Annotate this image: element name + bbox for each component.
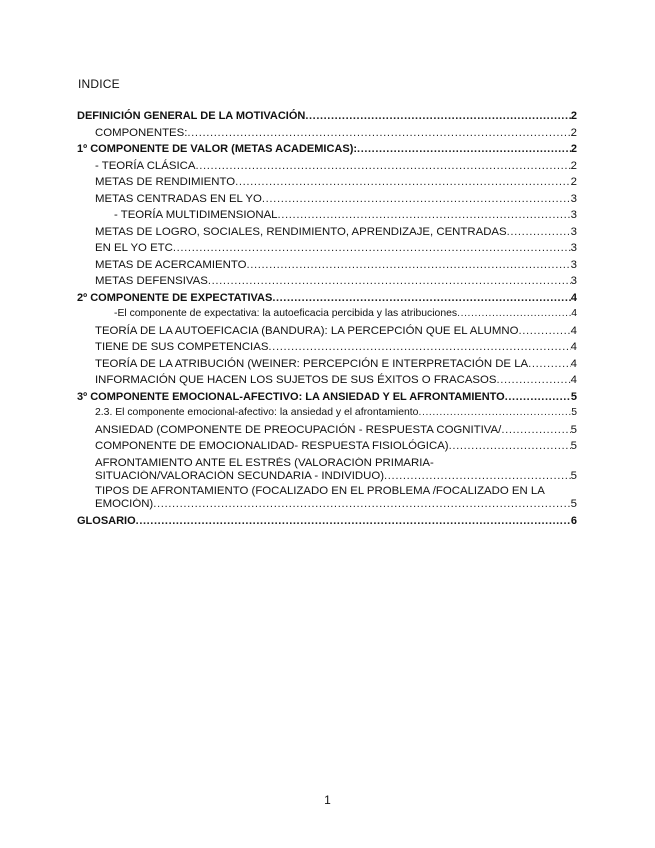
- toc-entry[interactable]: [77, 422, 577, 439]
- dot-leader: [384, 470, 571, 483]
- toc-entry-continuation: [95, 470, 577, 483]
- dot-leader: [187, 125, 570, 142]
- dot-leader: [268, 339, 570, 356]
- toc-page-number: 5: [570, 390, 577, 403]
- page-number: 1: [324, 793, 331, 807]
- toc-entry[interactable]: [77, 273, 577, 290]
- toc-entry[interactable]: [77, 372, 577, 389]
- dot-leader: [418, 405, 571, 422]
- toc-entry[interactable]: [77, 290, 577, 307]
- toc-entry-text: TEORÍA DE LA AUTOEFICACIA (BANDURA): LA PERCEPCIÓN QUE EL ALUMNO: [95, 324, 519, 337]
- toc-entry-text: TEORÍA DE LA ATRIBUCIÓN (WEINER: PERCEPCIÓN E INTERPRETACIÓN DE LA: [95, 357, 529, 370]
- dot-leader: [262, 191, 571, 208]
- dot-leader: [235, 174, 571, 191]
- toc-page-number: 4: [570, 324, 577, 337]
- toc-entry-text: GLOSARIO: [77, 514, 136, 527]
- dot-leader: [173, 240, 571, 257]
- toc-entry-text: 2.3. El componente emocional-afectivo: la ansiedad y el afrontamiento: [95, 407, 419, 418]
- toc-entry[interactable]: [77, 207, 577, 224]
- dot-leader: [501, 422, 570, 439]
- toc-entry[interactable]: [77, 405, 577, 422]
- toc-entry-text: METAS CENTRADAS EN EL YO: [95, 192, 262, 205]
- toc-page-number: 5: [571, 407, 577, 418]
- toc-entry[interactable]: [77, 257, 577, 274]
- toc-entry[interactable]: [77, 141, 577, 158]
- toc-entry-text: COMPONENTES:: [95, 126, 188, 139]
- dot-leader: [449, 438, 571, 455]
- toc-page-number: 5: [570, 497, 577, 510]
- toc-entry-text: 3º COMPONENTE EMOCIONAL-AFECTIVO: LA ANSIEDAD Y EL AFRONTAMIENTO: [77, 390, 505, 403]
- toc-entry-text: 1º COMPONENTE DE VALOR (METAS ACADEMICAS):: [77, 143, 358, 155]
- toc-entry[interactable]: [77, 306, 577, 323]
- toc-entry-text: 2º COMPONENTE DE EXPECTATIVAS: [77, 291, 273, 304]
- toc-entry-text: DEFINICIÓN GENERAL DE LA MOTIVACIÓN: [77, 110, 306, 122]
- toc-page-number: 6: [570, 514, 577, 527]
- toc-entry[interactable]: [77, 158, 577, 175]
- dot-leader: [246, 257, 570, 274]
- dot-leader: [278, 207, 571, 224]
- toc-page-number: 2: [570, 110, 577, 122]
- toc-entry[interactable]: [77, 174, 577, 191]
- toc-page-number: 5: [570, 423, 577, 436]
- toc-entry[interactable]: [77, 323, 577, 340]
- toc-page-number: 2: [570, 176, 577, 188]
- toc-page-number: 3: [570, 258, 577, 271]
- dot-leader: [497, 372, 571, 389]
- toc-entry-text: METAS DE ACERCAMIENTO: [95, 258, 247, 271]
- toc-entry[interactable]: [77, 125, 577, 142]
- toc-entry-text: - TEORÍA MULTIDIMENSIONAL: [114, 209, 278, 221]
- toc-entry-text-continued: EMOCIÓN): [95, 497, 154, 510]
- toc-entry-text: COMPONENTE DE EMOCIONALIDAD- RESPUESTA FISIOLÓGICA): [95, 440, 449, 452]
- toc-entry-text: TIENE DE SUS COMPETENCIAS: [95, 341, 269, 353]
- toc-entry[interactable]: [77, 339, 577, 356]
- toc-entry-text: METAS DE RENDIMIENTO: [95, 176, 236, 188]
- toc-entry-text: INFORMACIÓN QUE HACEN LOS SUJETOS DE SUS ÉXITOS O FRACASOS: [95, 374, 497, 386]
- toc-entry[interactable]: [77, 389, 577, 406]
- toc-entry[interactable]: [77, 224, 577, 241]
- dot-leader: [518, 323, 570, 340]
- dot-leader: [208, 273, 571, 290]
- toc-page-number: 5: [570, 440, 577, 452]
- toc-entry-text: AFRONTAMIENTO ANTE EL ESTRÉS (VALORACIÓN PRIMARIA-: [95, 456, 434, 469]
- toc-entry-text: METAS DE LOGRO, SOCIALES, RENDIMIENTO, APRENDIZAJE, CENTRADAS: [95, 225, 507, 238]
- toc-entry-text: ANSIEDAD (COMPONENTE DE PREOCUPACIÓN - RESPUESTA COGNITIVA/: [95, 423, 502, 436]
- dot-leader: [507, 224, 571, 241]
- toc-page-number: 4: [570, 291, 577, 304]
- index-title: INDICE: [78, 77, 120, 91]
- toc-entry[interactable]: [77, 356, 577, 373]
- toc-page-number: 4: [570, 357, 577, 370]
- toc-entry-continuation: [95, 498, 577, 511]
- toc-page-number: 4: [571, 308, 577, 319]
- dot-leader: [505, 389, 571, 406]
- toc-entry[interactable]: [77, 457, 577, 483]
- dot-leader: [305, 108, 571, 125]
- toc-entry[interactable]: [77, 438, 577, 455]
- toc-page-number: 2: [570, 126, 577, 139]
- toc-entry[interactable]: [77, 191, 577, 208]
- dot-leader: [136, 513, 571, 530]
- toc-entry-text: -El componente de expectativa: la autoeficacia percibida y las atribuciones: [114, 308, 458, 319]
- toc-entry-text: - TEORÍA CLÁSICA: [95, 159, 196, 172]
- dot-leader: [153, 498, 570, 511]
- toc-page-number: 3: [570, 209, 577, 221]
- dot-leader: [195, 158, 570, 175]
- toc-page-number: 3: [570, 275, 577, 287]
- toc-page-number: 3: [570, 192, 577, 205]
- toc-page-number: 3: [570, 225, 577, 238]
- toc-entry[interactable]: [77, 108, 577, 125]
- table-of-contents: [77, 108, 577, 529]
- dot-leader: [272, 290, 571, 307]
- toc-page-number: 2: [570, 143, 577, 155]
- toc-entry-text-continued: SITUACIÓN/VALORACIÓN SECUNDARIA - INDIVIDUO): [95, 469, 385, 482]
- toc-page-number: 4: [570, 341, 577, 353]
- toc-entry[interactable]: [77, 485, 577, 511]
- dot-leader: [457, 306, 571, 323]
- toc-page-number: 2: [570, 159, 577, 172]
- toc-entry-text: TIPOS DE AFRONTAMIENTO (FOCALIZADO EN EL PROBLEMA /FOCALIZADO EN LA: [95, 484, 545, 497]
- toc-page-number: 3: [570, 242, 577, 254]
- toc-page-number: 4: [570, 374, 577, 386]
- toc-entry-text: EN EL YO ETC: [95, 242, 173, 254]
- dot-leader: [357, 141, 571, 158]
- dot-leader: [528, 356, 571, 373]
- toc-entry[interactable]: [77, 240, 577, 257]
- toc-entry[interactable]: [77, 513, 577, 530]
- toc-entry-text: METAS DEFENSIVAS: [95, 275, 208, 287]
- toc-page-number: 5: [570, 469, 577, 482]
